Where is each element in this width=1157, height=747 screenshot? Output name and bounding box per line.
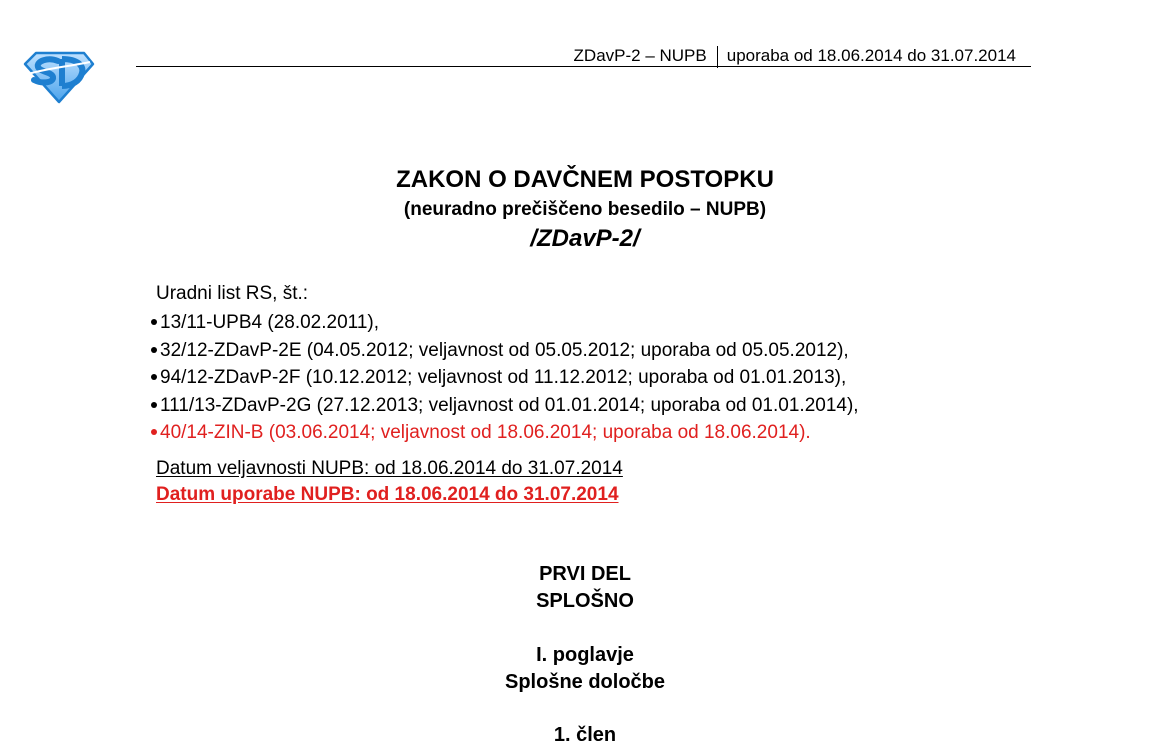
validity-date: Datum veljavnosti NUPB: od 18.06.2014 do 31.07.2014: [156, 458, 623, 479]
sd-logo-icon: [22, 46, 96, 104]
header-usage-period: uporaba od 18.06.2014 do 31.07.2014: [726, 46, 1016, 65]
gazette-entry-text: 32/12-ZDavP-2E (04.05.2012; veljavnost od 05.05.2012; uporaba od 05.05.2012),: [160, 339, 849, 361]
gazette-entry-text: 94/12-ZDavP-2F (10.12.2012; veljavnost od 11.12.2012; uporaba od 01.01.2013),: [160, 367, 847, 388]
article-number: 1. člen: [553, 724, 617, 746]
bullet-icon: [151, 347, 157, 353]
document-title: ZAKON O DAVČNEM POSTOPKU: [396, 166, 774, 193]
header-rule: [136, 66, 1031, 67]
header-separator: [717, 46, 718, 68]
gazette-entry-latest: [151, 421, 859, 449]
gazette-entry: [151, 394, 859, 422]
chapter-name: Splošne določbe: [504, 671, 666, 693]
document-subtitle: (neuradno prečiščeno besedilo – NUPB): [403, 199, 767, 220]
application-date: Datum uporabe NUPB: od 18.06.2014 do 31.07.2014: [156, 484, 619, 505]
header-doc-code: ZDavP-2 – NUPB: [573, 46, 707, 65]
running-header: [574, 45, 1016, 67]
bullet-icon: [151, 374, 157, 380]
gazette-entry: [151, 366, 859, 394]
part-number: PRVI DEL: [539, 563, 631, 585]
gazette-entry-text: 13/11-UPB4 (28.02.2011),: [160, 312, 379, 333]
gazette-entry: [151, 339, 859, 367]
gazette-entry: [151, 311, 859, 339]
sd-logo: [22, 46, 96, 104]
gazette-entry-text: 111/13-ZDavP-2G (27.12.2013; veljavnost od 01.01.2014; uporaba od 01.01.2014),: [160, 394, 859, 416]
gazette-entry-text: 40/14-ZIN-B (03.06.2014; veljavnost od 18.06.2014; uporaba od 18.06.2014).: [160, 422, 811, 443]
bullet-icon: [151, 402, 157, 408]
bullet-icon: [151, 319, 157, 325]
part-name: SPLOŠNO: [536, 590, 634, 612]
bullet-icon: [151, 429, 157, 435]
chapter-number: I. poglavje: [536, 644, 634, 666]
gazette-heading: Uradni list RS, št.:: [156, 283, 309, 304]
document-abbreviation: /ZDavP-2/: [530, 225, 640, 252]
gazette-list: [151, 311, 859, 449]
